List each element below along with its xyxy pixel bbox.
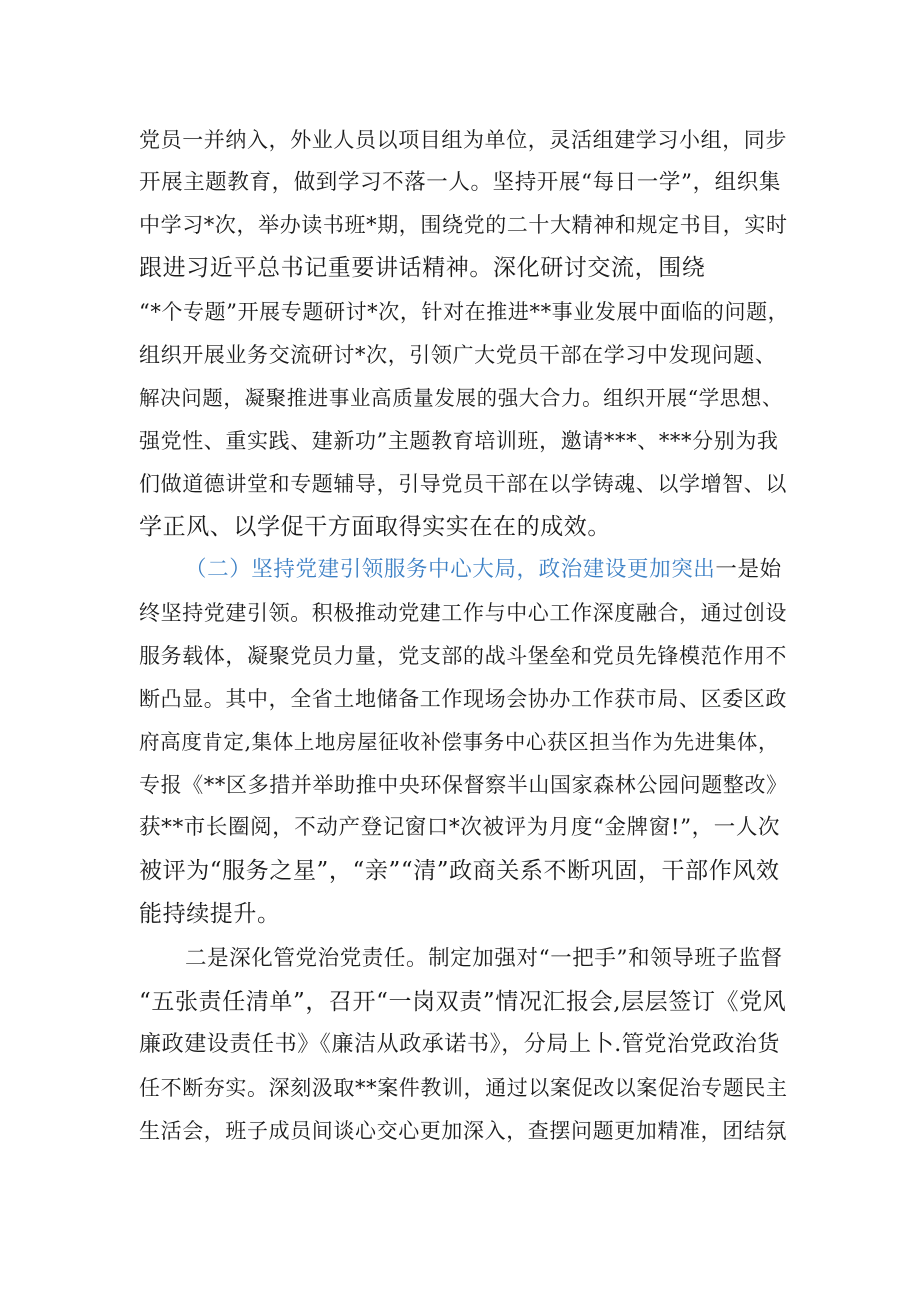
paragraph-line: 被评为“服务之星”，“亲”“清”政商关系不断巩固，干部作风效	[139, 858, 780, 884]
paragraph-line: “*个专题”开展专题研讨*次，针对在推进**事业发展中面临的问题，	[139, 300, 790, 324]
paragraph-line: 廉政建设责任书》《廉洁从政承诺书》，分局上卜.管党治党政治货	[139, 1032, 780, 1057]
paragraph-line: “五张责任清单”，召开“一岗双责”情况汇报会,层层签订《党风	[139, 989, 787, 1015]
paragraph-line: 强党性、重实践、建新功”主题教育培训班，邀请***、***分别为我	[139, 429, 779, 453]
section-heading-tail: 一是始	[715, 557, 782, 582]
paragraph-line: 解决问题，凝聚推进事业高质量发展的强大合力。组织开展“学思想、	[139, 386, 784, 410]
paragraph-line: 组织开展业务交流研讨*次，引领广大党员干部在学习中发现问题、	[139, 343, 777, 367]
paragraph-line: 服务载体，凝聚党员力量，党支部的战斗堡垒和党员先锋模范作用不	[139, 644, 787, 668]
paragraph-line: 二是深化管党治党责任。制定加强对“一把手”和领导班子监督	[185, 946, 783, 971]
paragraph-line: 中学习*次，举办读书班*期，围绕党的二十大精神和规定书目，实时	[139, 213, 788, 237]
paragraph-line: 任不断夯实。深刻汲取**案件教训，通过以案促改以案促治专题民主	[139, 1076, 788, 1100]
paragraph-line: 学正风、以学促干方面取得实实在在的成效。	[139, 514, 611, 540]
section-heading: （二）坚持党建引领服务中心大局，政治建设更加突出	[185, 557, 716, 582]
paragraph-line: 断凸显。其中，全省土地储备工作现场会协办工作获市局、区委区政	[139, 687, 787, 711]
paragraph-line: 能持续提升。	[139, 901, 281, 927]
paragraph-line: 跟进习近平总书记重要讲话精神。深化研讨交流，围绕	[139, 255, 706, 281]
paragraph-line: 获**市长圈阅，不动产登记窗口*次被评为月度“金牌窗!”，一人次	[139, 815, 781, 840]
paragraph-line: 们做道德讲堂和专题辅导，引导党员干部在以学铸魂、以学增智、以	[139, 472, 787, 496]
paragraph-line: 府高度肯定,集体上地房屋征收补偿事务中心获区担当作为先进集体，	[139, 730, 780, 754]
paragraph-line: 终坚持党建引领。积极推动党建工作与中心工作深度融合，通过创设	[139, 601, 787, 625]
paragraph-line: 开展主题教育，做到学习不落一人。坚持开展“每日一学”，组织集	[139, 170, 781, 195]
paragraph-line: 党员一并纳入，外业人员以项目组为单位，灵活组建学习小组，同步	[139, 128, 787, 152]
paragraph-line: 生活会，班子成员间谈心交心更加深入，查摆问题更加精准，团结氛	[139, 1119, 787, 1143]
paragraph-line: 专报《**区多措并举助推中央环保督察半山国家森林公园问题整改》	[139, 773, 788, 797]
section-heading-line	[185, 554, 782, 586]
